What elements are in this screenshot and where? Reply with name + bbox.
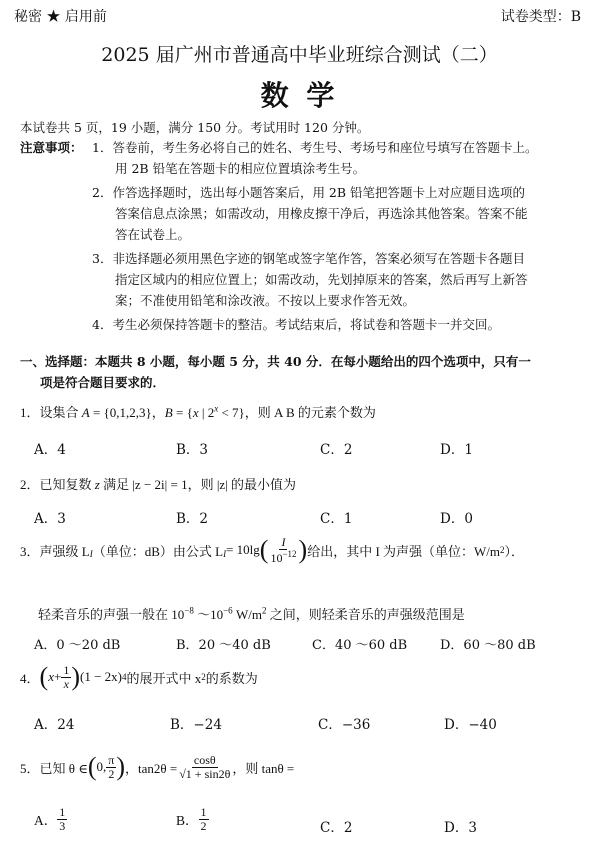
q1-set-a: A (81, 405, 90, 420)
q1-set-b: B (164, 405, 173, 420)
q4-text-exp: 2 (201, 672, 206, 683)
q2-option-d[interactable]: D．0 (440, 511, 473, 527)
q5-pi-num: π (108, 753, 115, 767)
q4-mid-exp: 4 (121, 672, 127, 683)
q3-unit-text: （单位：dB）由公式 L (92, 543, 224, 559)
q1-option-d[interactable]: D．1 (440, 442, 473, 458)
note-line: 3．非选择题必须用黑色字迹的钢笔或签字笔作答，答案必须写在答题卡各题目 (92, 251, 525, 266)
q3-fraction (268, 536, 298, 564)
question-1 (20, 402, 376, 421)
q1-option-a[interactable]: A．4 (34, 442, 66, 458)
q5-frac-den: √1 + sin2θ (179, 766, 231, 781)
q5-pi-fraction (106, 754, 116, 780)
question-2 (20, 474, 296, 493)
q3-sub: I (89, 549, 93, 560)
q4-prefix: 4． (20, 670, 40, 686)
q1-prefix: 1．设集合 (20, 405, 82, 420)
q3-text-exp: 2 (500, 545, 505, 556)
question-3-line2 (38, 604, 465, 623)
q5-option-b-den: 2 (200, 818, 207, 833)
q5-option-d[interactable]: D．3 (444, 820, 477, 836)
section-heading-line1: 一、选择题：本题共 8 小题，每小题 5 分，共 40 分．在每小题给出的四个选项中，只有一 (20, 354, 531, 369)
question-4 (20, 664, 258, 690)
q4-option-a[interactable]: A．24 (34, 717, 75, 733)
q2-var: z (94, 477, 100, 492)
q3-line2-d: 之间，则轻柔音乐的声强级范围是 (266, 607, 465, 622)
q3-line2-c: W/m (232, 607, 262, 622)
q3-paren-open: ( (259, 535, 269, 565)
q1-suffix: ，则 A B 的元素个数为 (244, 405, 376, 420)
q4-option-d[interactable]: D．−40 (444, 717, 497, 733)
q4-plus: + (53, 669, 62, 685)
q1-cond-end: < 7} (218, 405, 245, 420)
q4-paren-open: ( (39, 662, 49, 692)
q3-line2-a: 轻柔音乐的声强一般在 10 (38, 607, 185, 622)
header-secret: 秘密 ★ 启用前 (14, 9, 107, 25)
q5-option-b[interactable] (176, 806, 209, 832)
q2-option-c[interactable]: C．1 (320, 511, 353, 527)
question-3 (20, 536, 524, 564)
note-line: 指定区域内的相应位置上；如需改动，先划掉原来的答案，然后再写上新答 (115, 272, 528, 287)
q5-pi-den: 2 (108, 766, 115, 781)
section-heading-line2: 项是符合题目要求的． (40, 375, 166, 390)
subject-title: 数 学 (260, 79, 339, 112)
q3-exp2: −6 (223, 605, 233, 616)
note-line: 1．答卷前，考生务必将自己的姓名、考生号、考场号和座位号填写在答题卡上。 (92, 140, 538, 155)
note-line: 2．作答选择题时，选出每小题答案后，用 2B 铅笔把答题卡上对应题目选项的 (92, 185, 526, 200)
q1-set-b-open: = { (172, 405, 193, 420)
q3-option-b[interactable]: B．20 ～40 dB (176, 638, 271, 653)
q3-prefix: 3．声强级 L (20, 543, 90, 559)
q5-option-c[interactable]: C．2 (320, 820, 353, 836)
q3-option-c[interactable]: C．40 ～60 dB (312, 638, 408, 653)
q5-frac-num: cosθ (193, 753, 216, 767)
q3-frac-den: 10 (270, 550, 283, 565)
q5-option-b-label: B． (176, 813, 199, 829)
q4-option-b[interactable]: B．−24 (170, 717, 222, 733)
q4-frac-den: x (63, 676, 69, 691)
q4-text: 的展开式中 x (126, 670, 202, 686)
q5-fraction (177, 754, 232, 780)
q5-option-a-num: 1 (59, 805, 66, 819)
q2-text: 满足 |z − 2i| = 1，则 |z| 的最小值为 (99, 477, 297, 492)
q3-sub-2: I (223, 549, 227, 560)
q5-option-a-label: A． (34, 813, 58, 829)
q3-text: 给出，其中 I 为声强（单位：W/m (307, 543, 501, 559)
q5-tan-text: ，tan2θ = (125, 760, 178, 776)
q5-option-a-frac (57, 806, 67, 832)
exam-info: 本试卷共 5 页，19 小题，满分 150 分。考试用时 120 分钟。 (20, 120, 370, 135)
q4-text-end: 的系数为 (205, 670, 258, 686)
q5-prefix: 5．已知 θ ∈ (20, 760, 88, 776)
q1-set-a-value: = {0,1,2,3}， (89, 405, 165, 420)
q3-formula: = 10lg (226, 542, 260, 558)
header-paper-type: 试卷类型：B (500, 9, 581, 25)
q3-paren-close: ) (298, 535, 308, 565)
notes-label: 注意事项： (20, 140, 83, 155)
q4-mid: (1 − 2x) (79, 669, 122, 685)
q5-option-b-num: 1 (200, 805, 207, 819)
q3-option-d[interactable]: D．60 ～80 dB (440, 638, 536, 653)
q1-cond: | 2 (198, 405, 215, 420)
question-5 (20, 754, 294, 780)
q1-var: x (192, 405, 199, 420)
q1-option-c[interactable]: C．2 (320, 442, 353, 458)
note-line: 答在试卷上。 (115, 227, 191, 242)
note-line: 用 2B 铅笔在答题卡的相应位置填涂考生号。 (115, 161, 366, 176)
q5-text-end: ，则 tanθ = (232, 760, 295, 776)
q3-exp3: 2 (261, 605, 267, 616)
q4-x: x (48, 669, 54, 685)
q4-paren-close: ) (71, 662, 80, 692)
note-line: 4．考生必须保持答题卡的整洁。考试结束后，将试卷和答题卡一并交回。 (92, 317, 500, 332)
exam-title: 2025 届广州市普通高中毕业班综合测试（二） (101, 44, 498, 66)
q1-option-b[interactable]: B．3 (176, 442, 209, 458)
q3-option-a[interactable]: A．0 ～20 dB (34, 638, 121, 653)
q3-frac-num: I (281, 535, 286, 549)
q3-line2-b: ～10 (193, 607, 224, 622)
q2-prefix: 2．已知复数 (20, 477, 95, 492)
q1-exp: x (214, 403, 219, 414)
q3-text-end: ）． (504, 543, 525, 559)
q5-paren-close: ) (116, 752, 126, 782)
q3-frac-den-exp: −12 (282, 548, 297, 559)
q5-interval: 0, (96, 759, 107, 775)
q2-option-b[interactable]: B．2 (176, 511, 209, 527)
q5-paren-open: ( (87, 752, 97, 782)
q4-frac-num: 1 (63, 663, 70, 677)
q4-option-c[interactable]: C．−36 (318, 717, 371, 733)
q5-option-a[interactable] (34, 806, 67, 832)
q2-option-a[interactable]: A．3 (34, 511, 66, 527)
q4-fraction (61, 664, 71, 690)
q5-option-a-den: 3 (59, 818, 66, 833)
q5-option-b-frac (199, 806, 209, 832)
note-line: 案；不准使用铅笔和涂改液。不按以上要求作答无效。 (115, 293, 416, 308)
note-line: 答案信息点涂黑；如需改动，用橡皮擦干净后，再选涂其他答案。答案不能 (115, 206, 528, 221)
q3-exp1: −8 (184, 605, 194, 616)
